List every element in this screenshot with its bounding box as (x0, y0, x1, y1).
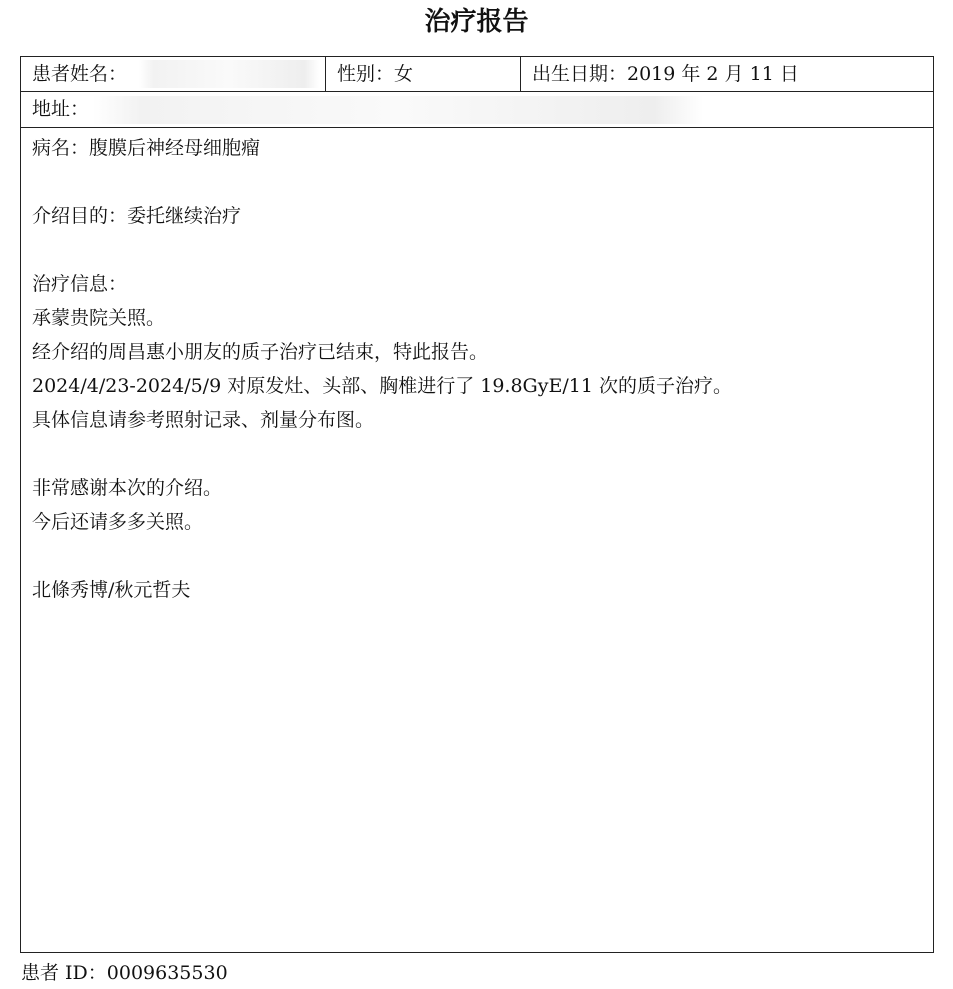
sex-cell: 性别：女 (326, 57, 521, 91)
birth-date-cell: 出生日期：2019 年 2 月 11 日 (532, 63, 799, 85)
signature: 北條秀博/秋元哲夫 (32, 579, 191, 601)
report-body (32, 131, 922, 607)
report-line: 经介绍的周昌惠小朋友的质子治疗已结束，特此报告。 (32, 341, 489, 363)
disease-line: 病名：腹膜后神经母细胞瘤 (32, 137, 261, 159)
report-frame (20, 56, 934, 953)
report-title: 治疗报告 (424, 7, 529, 37)
address-label: 地址： (32, 98, 90, 120)
thanks-line: 非常感谢本次的介绍。 (32, 477, 223, 499)
redacted-address (93, 96, 703, 124)
redacted-name (139, 60, 319, 88)
purpose-line: 介绍目的：委托继续治疗 (32, 205, 242, 227)
treatment-dates-line: 2024/4/23-2024/5/9 对原发灶、头部、胸椎进行了 19.8GyE/11 次的质子治疗。 (32, 375, 732, 397)
greeting-line: 承蒙贵院关照。 (32, 307, 166, 329)
address-cell (21, 92, 933, 127)
address-row (21, 92, 933, 128)
patient-name-label: 患者姓名： (32, 63, 128, 85)
patient-info-row (21, 57, 933, 92)
patient-id: 患者 ID：0009635530 (21, 962, 228, 984)
patient-name-cell (21, 57, 326, 91)
treatment-heading: 治疗信息： (32, 273, 128, 295)
closing-line: 今后还请多多关照。 (32, 511, 204, 533)
reference-line: 具体信息请参考照射记录、剂量分布图。 (32, 409, 375, 431)
